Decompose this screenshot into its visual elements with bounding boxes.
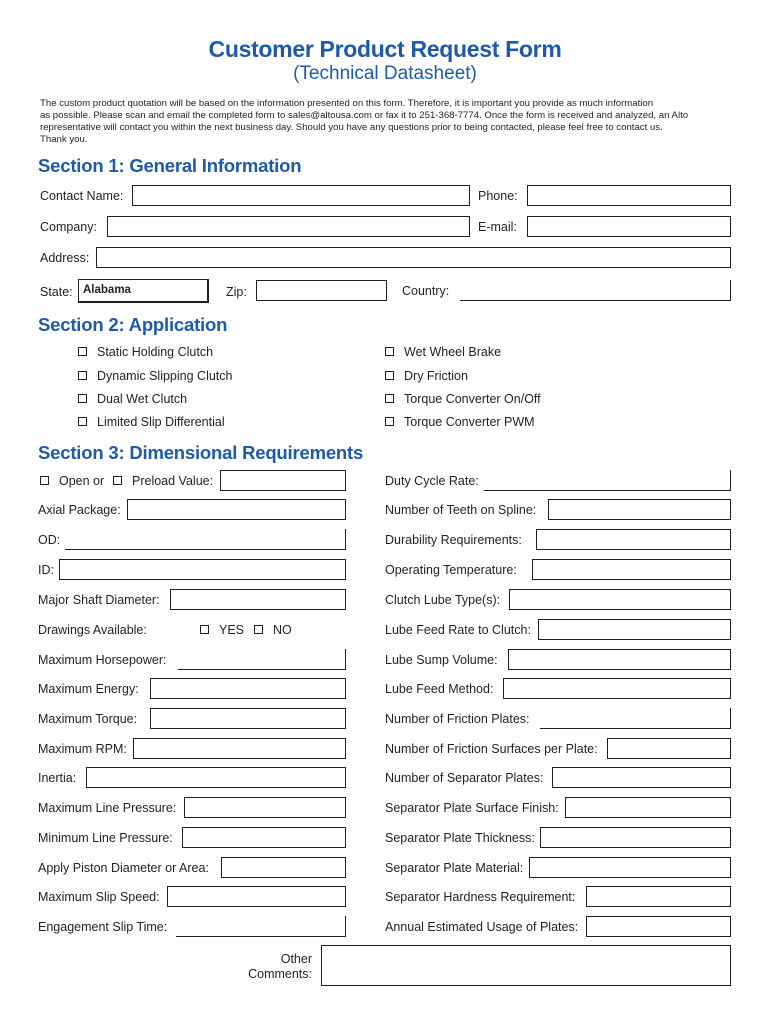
option-label: Dual Wet Clutch (97, 392, 188, 406)
option-label: Limited Slip Differential (97, 415, 225, 429)
option-label: Static Holding Clutch (97, 345, 214, 359)
preload-label: Preload Value: (132, 474, 214, 488)
separator-plates-label: Number of Separator Plates: (385, 771, 544, 785)
teeth-on-spline-label: Number of Teeth on Spline: (385, 503, 537, 517)
maximum-torque-field[interactable] (150, 708, 346, 729)
phone-label: Phone: (478, 189, 518, 203)
intro-line: representative will contact you within the next business day. Should you have any questions prior to being contacted, please feel free to contact us. (40, 122, 663, 133)
maximum-energy-field[interactable] (150, 678, 346, 699)
contact-name-label: Contact Name: (40, 189, 124, 203)
lube-feed-method-label: Lube Feed Method: (385, 682, 494, 696)
other-label: Other (280, 952, 312, 966)
checkbox-drawings-no[interactable] (254, 625, 263, 634)
address-label: Address: (40, 251, 90, 265)
maximum-slip-speed-field[interactable] (167, 886, 346, 907)
axial-package-field[interactable] (127, 499, 346, 520)
separator-plates-field[interactable] (552, 767, 731, 788)
durability-requirements-field[interactable] (536, 529, 731, 550)
country-field[interactable] (460, 280, 731, 301)
zip-label: Zip: (226, 285, 247, 299)
duty-cycle-rate-field[interactable] (484, 470, 731, 491)
country-label: Country: (402, 284, 450, 298)
state-label: State: (40, 285, 73, 299)
section2-title: Section 2: Application (38, 314, 228, 335)
separator-thickness-field[interactable] (540, 827, 731, 848)
form-title: Customer Product Request Form (208, 36, 562, 62)
separator-hardness-field[interactable] (586, 886, 731, 907)
friction-plates-label: Number of Friction Plates: (385, 712, 530, 726)
friction-surfaces-label: Number of Friction Surfaces per Plate: (385, 742, 598, 756)
checkbox-dual-wet-clutch[interactable] (78, 394, 87, 403)
form-subtitle: (Technical Datasheet) (293, 63, 477, 84)
separator-hardness-label: Separator Hardness Requirement: (385, 890, 576, 904)
option-label: Dry Friction (404, 369, 468, 383)
inertia-field[interactable] (86, 767, 346, 788)
major-shaft-diameter-field[interactable] (170, 589, 346, 610)
checkbox-dynamic-slipping-clutch[interactable] (78, 371, 87, 380)
no-label: NO (273, 623, 292, 637)
teeth-on-spline-field[interactable] (548, 499, 731, 520)
od-label: OD: (38, 533, 61, 547)
axial-package-label: Axial Package: (38, 503, 121, 517)
friction-plates-field[interactable] (540, 708, 731, 729)
checkbox-preload[interactable] (113, 476, 122, 485)
clutch-lube-type-field[interactable] (509, 589, 731, 610)
other-comments-field[interactable] (321, 945, 731, 986)
section3-title: Section 3: Dimensional Requirements (38, 442, 364, 463)
maximum-torque-label: Maximum Torque: (38, 712, 138, 726)
comments-label: Comments: (248, 967, 312, 981)
checkbox-limited-slip-differential[interactable] (78, 417, 87, 426)
maximum-horsepower-label: Maximum Horsepower: (38, 653, 167, 667)
company-label: Company: (40, 220, 97, 234)
maximum-energy-label: Maximum Energy: (38, 682, 139, 696)
duty-cycle-rate-label: Duty Cycle Rate: (385, 474, 479, 488)
apply-piston-field[interactable] (221, 857, 346, 878)
minimum-line-pressure-field[interactable] (182, 827, 346, 848)
zip-field[interactable] (256, 280, 387, 301)
checkbox-open[interactable] (40, 476, 49, 485)
apply-piston-label: Apply Piston Diameter or Area: (38, 861, 209, 875)
intro-text (40, 98, 740, 146)
email-field[interactable] (527, 216, 731, 237)
open-label: Open or (59, 474, 105, 488)
maximum-line-pressure-field[interactable] (184, 797, 346, 818)
durability-requirements-label: Durability Requirements: (385, 533, 522, 547)
lube-sump-volume-field[interactable] (508, 649, 731, 670)
separator-surface-finish-field[interactable] (565, 797, 731, 818)
section1-title: Section 1: General Information (38, 155, 302, 176)
option-label: Torque Converter On/Off (404, 392, 541, 406)
separator-material-label: Separator Plate Material: (385, 861, 524, 875)
drawings-available-label: Drawings Available: (38, 623, 147, 637)
engagement-slip-time-label: Engagement Slip Time: (38, 920, 168, 934)
lube-sump-volume-label: Lube Sump Volume: (385, 653, 498, 667)
separator-surface-finish-label: Separator Plate Surface Finish: (385, 801, 559, 815)
maximum-rpm-field[interactable] (133, 738, 346, 759)
state-select[interactable] (78, 279, 209, 303)
option-label: Wet Wheel Brake (404, 345, 502, 359)
id-field[interactable] (59, 559, 346, 580)
od-field[interactable] (65, 529, 346, 550)
company-field[interactable] (107, 216, 470, 237)
maximum-horsepower-field[interactable] (178, 649, 346, 670)
annual-usage-field[interactable] (586, 916, 731, 937)
operating-temperature-field[interactable] (532, 559, 731, 580)
intro-line: as possible. Please scan and email the completed form to sales@altousa.com or fax it to 251-368-7774. Once the form is received and analyzed, an Alto (40, 110, 689, 121)
clutch-lube-type-label: Clutch Lube Type(s): (385, 593, 501, 607)
intro-line: The custom product quotation will be based on the information presented on this form. Therefore, it is important you provide as much information (40, 98, 654, 109)
lube-feed-rate-field[interactable] (538, 619, 731, 640)
maximum-slip-speed-label: Maximum Slip Speed: (38, 890, 160, 904)
option-label: Dynamic Slipping Clutch (97, 369, 233, 383)
preload-value-field[interactable] (220, 470, 346, 491)
checkbox-drawings-yes[interactable] (200, 625, 209, 634)
lube-feed-rate-label: Lube Feed Rate to Clutch: (385, 623, 531, 637)
yes-label: YES (219, 623, 245, 637)
separator-material-field[interactable] (529, 857, 731, 878)
email-label: E-mail: (478, 220, 517, 234)
phone-field[interactable] (527, 185, 731, 206)
annual-usage-label: Annual Estimated Usage of Plates: (385, 920, 579, 934)
address-field[interactable] (96, 247, 731, 268)
checkbox-torque-converter-on-off[interactable] (385, 394, 394, 403)
friction-surfaces-field[interactable] (607, 738, 731, 759)
operating-temperature-label: Operating Temperature: (385, 563, 517, 577)
checkbox-wet-wheel-brake[interactable] (385, 347, 394, 356)
state-value: Alabama (83, 284, 131, 296)
inertia-label: Inertia: (38, 771, 77, 785)
engagement-slip-time-field[interactable] (176, 916, 346, 937)
option-label: Torque Converter PWM (404, 415, 535, 429)
minimum-line-pressure-label: Minimum Line Pressure: (38, 831, 173, 845)
intro-line: Thank you. (40, 134, 88, 145)
id-label: ID: (38, 563, 54, 577)
checkbox-dry-friction[interactable] (385, 371, 394, 380)
separator-thickness-label: Separator Plate Thickness: (385, 831, 535, 845)
lube-feed-method-field[interactable] (503, 678, 731, 699)
contact-name-field[interactable] (132, 185, 470, 206)
checkbox-static-holding-clutch[interactable] (78, 347, 87, 356)
major-shaft-diameter-label: Major Shaft Diameter: (38, 593, 160, 607)
checkbox-torque-converter-pwm[interactable] (385, 417, 394, 426)
maximum-line-pressure-label: Maximum Line Pressure: (38, 801, 177, 815)
maximum-rpm-label: Maximum RPM: (38, 742, 127, 756)
